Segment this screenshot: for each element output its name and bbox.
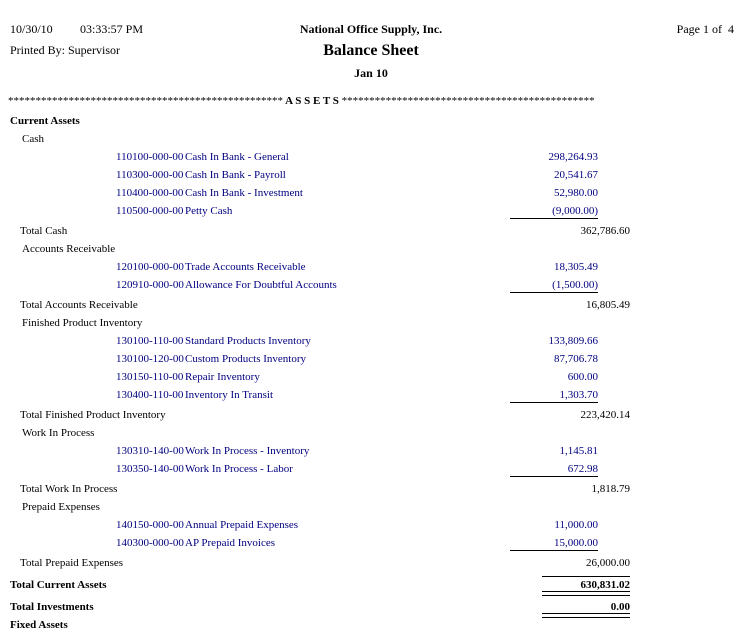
- account-row: [58, 516, 742, 534]
- account-row: [58, 184, 742, 202]
- subtotal-label: Total Accounts Receivable: [20, 299, 138, 311]
- account-amount: 20,541.67: [554, 169, 598, 181]
- account-description: Repair Inventory: [185, 371, 260, 383]
- account-description: Petty Cash: [185, 205, 233, 217]
- subsection-heading-label: Finished Product Inventory: [22, 317, 143, 329]
- account-row: [58, 442, 742, 460]
- assets-section-banner: [8, 95, 595, 107]
- account-number: 120100-000-00: [116, 261, 184, 273]
- subtotal-amount: 1,818.79: [591, 483, 630, 495]
- account-number: 110400-000-00: [116, 187, 184, 199]
- account-number: 140150-000-00: [116, 519, 184, 531]
- subsection-heading-row: [0, 424, 742, 442]
- account-description: Work In Process - Labor: [185, 463, 293, 475]
- grand-total-row: [0, 576, 742, 594]
- grand-total-row: [0, 598, 742, 616]
- subtotal-label: Total Cash: [20, 225, 68, 237]
- account-description: Cash In Bank - Investment: [185, 187, 303, 199]
- account-row: [58, 258, 742, 276]
- account-amount: 15,000.00: [508, 534, 598, 552]
- report-date: 10/30/10: [10, 22, 53, 36]
- account-amount: 87,706.78: [554, 353, 598, 365]
- account-number: 130100-110-00: [116, 335, 184, 347]
- account-row: [58, 166, 742, 184]
- report-title: Balance Sheet: [323, 42, 419, 59]
- banner-stars-left: **************************************************: [8, 95, 283, 107]
- account-number: 110300-000-00: [116, 169, 184, 181]
- subsection-heading-row: [0, 498, 742, 516]
- subtotal-label: Total Prepaid Expenses: [20, 557, 124, 569]
- account-amount: 298,264.93: [548, 151, 598, 163]
- section-heading-row: [0, 112, 742, 130]
- subtotal-row: [0, 222, 742, 240]
- subtotal-label: Total Work In Process: [20, 483, 118, 495]
- account-description: Work In Process - Inventory: [185, 445, 310, 457]
- account-description: Trade Accounts Receivable: [185, 261, 306, 273]
- subsection-heading-label: Work In Process: [22, 427, 95, 439]
- subtotal-label: Total Finished Product Inventory: [20, 409, 166, 421]
- report-time: 03:33:57 PM: [80, 22, 144, 36]
- account-amount: 1,303.70: [508, 386, 598, 404]
- banner-label: A S S E T S: [283, 95, 342, 107]
- subtotal-amount: 26,000.00: [586, 557, 630, 569]
- account-number: 110100-000-00: [116, 151, 184, 163]
- subtotal-row: [0, 296, 742, 314]
- account-number: 130150-110-00: [116, 371, 184, 383]
- account-row: [58, 460, 742, 478]
- section-heading-row: [0, 616, 742, 634]
- grand-total-amount: 0.00: [540, 598, 630, 616]
- report-period: Jan 10: [354, 66, 388, 80]
- account-number: 130310-140-00: [116, 445, 184, 457]
- subtotal-amount: 223,420.14: [580, 409, 630, 421]
- account-description: Standard Products Inventory: [185, 335, 311, 347]
- account-number: 110500-000-00: [116, 205, 184, 217]
- account-description: Annual Prepaid Expenses: [185, 519, 299, 531]
- section-heading-label: Fixed Assets: [10, 619, 68, 631]
- account-description: Cash In Bank - Payroll: [185, 169, 286, 181]
- account-description: Cash In Bank - General: [185, 151, 289, 163]
- company-name: National Office Supply, Inc.: [299, 22, 443, 36]
- account-amount: 133,809.66: [548, 335, 598, 347]
- section-heading-label: Current Assets: [10, 115, 80, 127]
- subtotal-row: [0, 480, 742, 498]
- account-description: Custom Products Inventory: [185, 353, 306, 365]
- subtotal-amount: 16,805.49: [586, 299, 630, 311]
- printed-by: Printed By: Supervisor: [10, 43, 120, 57]
- account-number: 140300-000-00: [116, 537, 184, 549]
- account-row: [58, 148, 742, 166]
- account-row: [58, 386, 742, 404]
- subsection-heading-label: Prepaid Expenses: [22, 501, 100, 513]
- grand-total-label: Total Current Assets: [10, 579, 107, 591]
- account-number: 130350-140-00: [116, 463, 184, 475]
- account-amount: 11,000.00: [554, 519, 598, 531]
- account-amount: (9,000.00): [508, 202, 598, 220]
- account-number: 130100-120-00: [116, 353, 184, 365]
- grand-total-amount: 630,831.02: [540, 576, 630, 594]
- page-indicator: Page 1 of 4: [676, 22, 734, 36]
- banner-stars-right: **********************************************: [341, 95, 595, 107]
- subtotal-row: [0, 554, 742, 572]
- account-row: [58, 332, 742, 350]
- subsection-heading-row: [0, 130, 742, 148]
- account-row: [58, 368, 742, 386]
- account-amount: (1,500.00): [508, 276, 598, 294]
- subsection-heading-row: [0, 314, 742, 332]
- account-amount: 600.00: [567, 371, 598, 383]
- account-row: [58, 534, 742, 552]
- account-row: [58, 276, 742, 294]
- account-row: [58, 202, 742, 220]
- subsection-heading-label: Accounts Receivable: [22, 243, 116, 255]
- account-description: Allowance For Doubtful Accounts: [185, 279, 337, 291]
- report-rows: [0, 112, 742, 634]
- subtotal-row: [0, 406, 742, 424]
- account-description: AP Prepaid Invoices: [185, 537, 276, 549]
- account-amount: 672.98: [508, 460, 598, 478]
- account-description: Inventory In Transit: [185, 389, 273, 401]
- account-amount: 1,145.81: [559, 445, 598, 457]
- subtotal-amount: 362,786.60: [580, 225, 630, 237]
- account-amount: 18,305.49: [554, 261, 598, 273]
- account-number: 130400-110-00: [116, 389, 184, 401]
- account-row: [58, 350, 742, 368]
- account-number: 120910-000-00: [116, 279, 184, 291]
- report-header: [0, 0, 742, 92]
- account-amount: 52,980.00: [554, 187, 598, 199]
- subsection-heading-label: Cash: [22, 133, 44, 145]
- grand-total-label: Total Investments: [10, 601, 94, 613]
- subsection-heading-row: [0, 240, 742, 258]
